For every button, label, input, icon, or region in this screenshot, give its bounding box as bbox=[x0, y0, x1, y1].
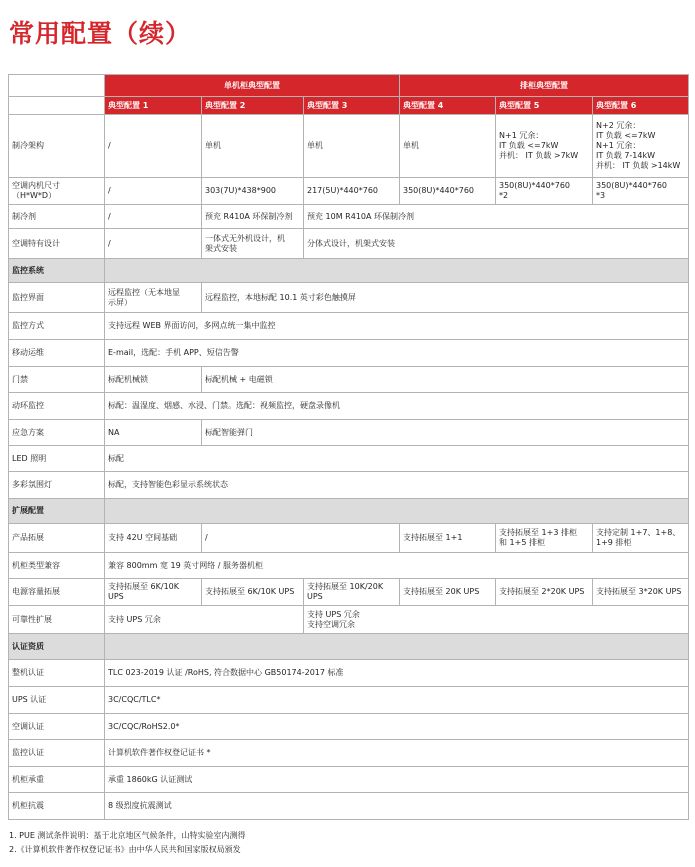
cell: 一体式无外机设计，机 架式安装 bbox=[202, 229, 304, 259]
cell: 标配：温湿度、烟感、水浸、门禁。选配：视频监控，硬盘录像机 bbox=[105, 393, 689, 420]
cell: N+1 冗余： IT 负载 <=7kW 并机： IT 负载 >7kW bbox=[496, 115, 593, 178]
cell: 支持拓展至 20K UPS bbox=[400, 579, 496, 606]
table-row bbox=[9, 420, 689, 446]
row-label: 监控认证 bbox=[9, 740, 105, 767]
row-label: 空调内机尺寸 （H*W*D） bbox=[9, 178, 105, 205]
cell: 217(5U)*440*760 bbox=[304, 178, 400, 205]
page-title: 常用配置（续） bbox=[9, 19, 192, 48]
cell: 8 级烈度抗震测试 bbox=[105, 793, 689, 820]
row-label: 制冷架构 bbox=[9, 115, 105, 178]
row-label: 动环监控 bbox=[9, 393, 105, 420]
row-label: 多彩氛围灯 bbox=[9, 472, 105, 499]
section-row bbox=[9, 499, 689, 524]
cell: 支持拓展至 2*20K UPS bbox=[496, 579, 593, 606]
row-label: 门禁 bbox=[9, 367, 105, 393]
cell: 标配机械 + 电磁锁 bbox=[202, 367, 689, 393]
cell: 标配，支持智能色彩显示系统状态 bbox=[105, 472, 689, 499]
header-config-4: 典型配置 4 bbox=[400, 97, 496, 115]
cell: N+2 冗余： IT 负载 <=7kW N+1 冗余： IT 负载 7-14kW 并机： IT 负载 >14kW bbox=[593, 115, 689, 178]
section-fill bbox=[105, 634, 689, 660]
cell: / bbox=[105, 178, 202, 205]
group-row: 排柜典型配置 bbox=[400, 75, 689, 97]
cell: 远程监控，本地标配 10.1 英寸彩色触摸屏 bbox=[202, 283, 689, 313]
row-label: 产品拓展 bbox=[9, 524, 105, 553]
cell: 350(8U)*440*760 *3 bbox=[593, 178, 689, 205]
footnote-2: 2.《计算机软件著作权登记证书》由中华人民共和国家版权局颁发 bbox=[9, 845, 241, 854]
row-label: 监控方式 bbox=[9, 313, 105, 340]
section-label: 认证资质 bbox=[9, 634, 105, 660]
cell: 支持定制 1+7、1+8、 1+9 排柜 bbox=[593, 524, 689, 553]
table-row bbox=[9, 606, 689, 634]
row-label: 可靠性扩展 bbox=[9, 606, 105, 634]
cell: 支持 UPS 冗余 支持空调冗余 bbox=[304, 606, 689, 634]
header-config-2: 典型配置 2 bbox=[202, 97, 304, 115]
cell: 分体式设计，机架式安装 bbox=[304, 229, 689, 259]
cell: 3C/CQC/TLC* bbox=[105, 687, 689, 714]
row-label: 应急方案 bbox=[9, 420, 105, 446]
table-row bbox=[9, 579, 689, 606]
cell: 远程监控（无本地显 示屏） bbox=[105, 283, 202, 313]
row-label: 制冷剂 bbox=[9, 205, 105, 229]
row-label: UPS 认证 bbox=[9, 687, 105, 714]
cell: 支持拓展至 6K/10K UPS bbox=[202, 579, 304, 606]
cell: 3C/CQC/RoHS2.0* bbox=[105, 714, 689, 740]
cell: 预充 10M R410A 环保制冷剂 bbox=[304, 205, 689, 229]
cell: 支持拓展至 10K/20K UPS bbox=[304, 579, 400, 606]
cell: 支持拓展至 1+3 排柜 和 1+5 排柜 bbox=[496, 524, 593, 553]
table-row bbox=[9, 367, 689, 393]
row-label: 机柜抗震 bbox=[9, 793, 105, 820]
cell: 支持 UPS 冗余 bbox=[105, 606, 304, 634]
table-row bbox=[9, 793, 689, 820]
table-row bbox=[9, 229, 689, 259]
corner-cell bbox=[9, 75, 105, 97]
cell: 标配机械锁 bbox=[105, 367, 202, 393]
row-label: 机柜承重 bbox=[9, 767, 105, 793]
header-config-3: 典型配置 3 bbox=[304, 97, 400, 115]
table-row bbox=[9, 472, 689, 499]
cell: 兼容 800mm 宽 19 英寸网络 / 服务器机柜 bbox=[105, 553, 689, 579]
table-row bbox=[9, 714, 689, 740]
footnote-1: 1. PUE 测试条件说明：基于北京地区气候条件，山特实验室内测得 bbox=[9, 831, 246, 840]
cell: 支持 42U 空间基础 bbox=[105, 524, 202, 553]
group-single: 单机柜典型配置 bbox=[105, 75, 400, 97]
table-row bbox=[9, 740, 689, 767]
table-row bbox=[9, 178, 689, 205]
cell: 标配智能弹门 bbox=[202, 420, 689, 446]
cell: / bbox=[105, 205, 202, 229]
table-row bbox=[9, 115, 689, 178]
config-table bbox=[8, 74, 689, 820]
cell: / bbox=[202, 524, 400, 553]
cell: 350(8U)*440*760 *2 bbox=[496, 178, 593, 205]
cell: / bbox=[105, 115, 202, 178]
cell: 支持拓展至 1+1 bbox=[400, 524, 496, 553]
row-label: 电源容量拓展 bbox=[9, 579, 105, 606]
cell: 支持拓展至 3*20K UPS bbox=[593, 579, 689, 606]
table-row bbox=[9, 313, 689, 340]
cell: 标配 bbox=[105, 446, 689, 472]
table-row bbox=[9, 446, 689, 472]
cell: E-mail，选配：手机 APP、短信告警 bbox=[105, 340, 689, 367]
corner-cell bbox=[9, 97, 105, 115]
header-config-1: 典型配置 1 bbox=[105, 97, 202, 115]
cell: TLC 023-2019 认证 /RoHS, 符合数据中心 GB50174-2017 标准 bbox=[105, 660, 689, 687]
table-row bbox=[9, 283, 689, 313]
section-row bbox=[9, 259, 689, 283]
cell: 350(8U)*440*760 bbox=[400, 178, 496, 205]
cell: 单机 bbox=[202, 115, 304, 178]
row-label: 监控界面 bbox=[9, 283, 105, 313]
table-row bbox=[9, 687, 689, 714]
table-row bbox=[9, 205, 689, 229]
row-label: 空调特有设计 bbox=[9, 229, 105, 259]
table-row bbox=[9, 340, 689, 367]
cell: 303(7U)*438*900 bbox=[202, 178, 304, 205]
table-row bbox=[9, 553, 689, 579]
row-label: 空调认证 bbox=[9, 714, 105, 740]
row-label: 整机认证 bbox=[9, 660, 105, 687]
section-label: 监控系统 bbox=[9, 259, 105, 283]
group-header-row bbox=[9, 75, 689, 97]
cell: 单机 bbox=[400, 115, 496, 178]
cell: 支持远程 WEB 界面访问，多网点统一集中监控 bbox=[105, 313, 689, 340]
cell: / bbox=[105, 229, 202, 259]
row-label: LED 照明 bbox=[9, 446, 105, 472]
section-row bbox=[9, 634, 689, 660]
row-label: 机柜类型兼容 bbox=[9, 553, 105, 579]
cell: 单机 bbox=[304, 115, 400, 178]
table-row bbox=[9, 393, 689, 420]
table-row bbox=[9, 767, 689, 793]
cell: 计算机软件著作权登记证书 * bbox=[105, 740, 689, 767]
table-row bbox=[9, 524, 689, 553]
section-label: 扩展配置 bbox=[9, 499, 105, 524]
row-label: 移动运维 bbox=[9, 340, 105, 367]
section-fill bbox=[105, 499, 689, 524]
table-row bbox=[9, 660, 689, 687]
cell: 承重 1860kG 认证测试 bbox=[105, 767, 689, 793]
column-header-row bbox=[9, 97, 689, 115]
section-fill bbox=[105, 259, 689, 283]
cell: 支持拓展至 6K/10K UPS bbox=[105, 579, 202, 606]
header-config-6: 典型配置 6 bbox=[593, 97, 689, 115]
header-config-5: 典型配置 5 bbox=[496, 97, 593, 115]
cell: NA bbox=[105, 420, 202, 446]
cell: 预充 R410A 环保制冷剂 bbox=[202, 205, 304, 229]
